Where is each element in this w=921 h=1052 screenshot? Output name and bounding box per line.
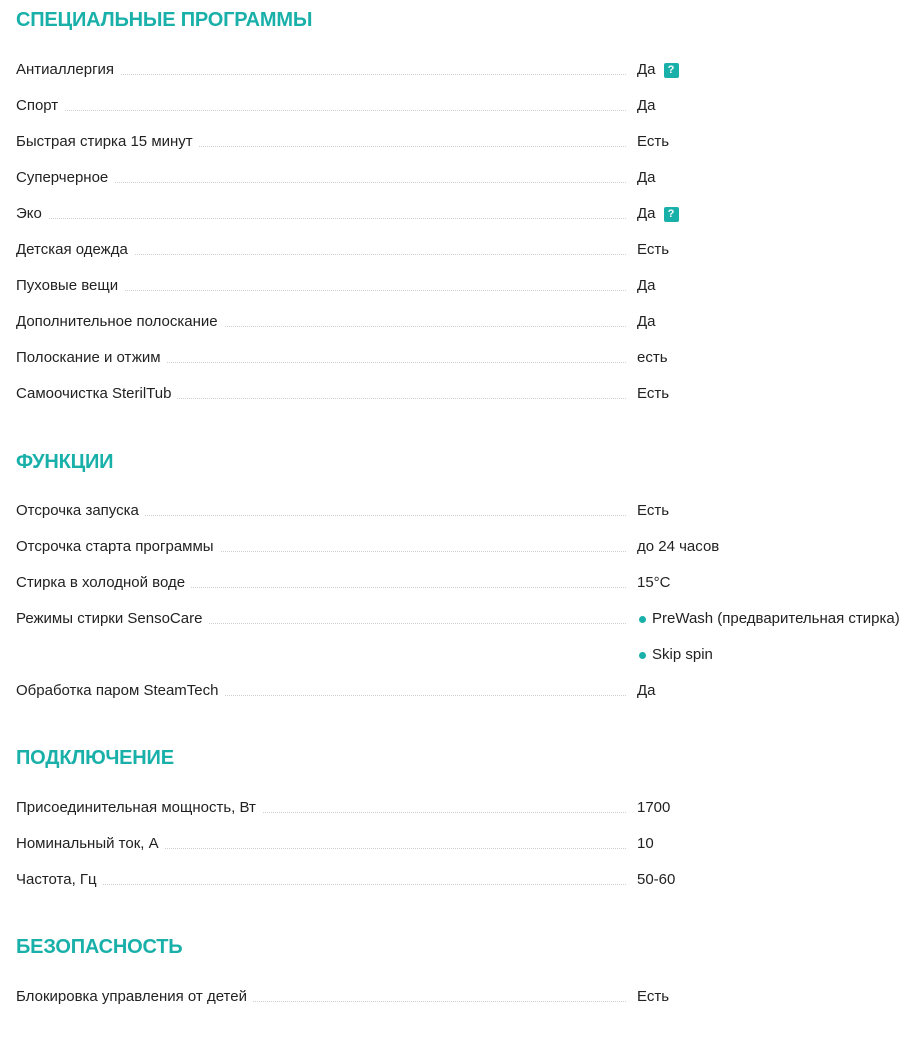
spec-row bbox=[16, 681, 916, 701]
section-title-safety: БЕЗОПАСНОСТЬ bbox=[16, 936, 183, 958]
spec-value: Есть bbox=[637, 502, 670, 519]
spec-label: Присоединительная мощность, Вт bbox=[16, 798, 262, 818]
spec-value-wrap bbox=[637, 60, 679, 80]
spec-value: 1700 bbox=[637, 799, 671, 816]
dotted-leader bbox=[16, 218, 626, 219]
section-title-functions: ФУНКЦИИ bbox=[16, 451, 114, 473]
spec-label: Пуховые вещи bbox=[16, 276, 124, 296]
spec-label: Детская одежда bbox=[16, 240, 134, 260]
spec-list-item bbox=[637, 645, 713, 665]
spec-row bbox=[16, 537, 916, 557]
spec-label: Обработка паром SteamTech bbox=[16, 681, 225, 701]
section-title-special-programs: СПЕЦИАЛЬНЫЕ ПРОГРАММЫ bbox=[16, 9, 313, 31]
spec-row bbox=[16, 132, 916, 152]
spec-label: Самоочистка SterilTub bbox=[16, 384, 177, 404]
spec-label: Антиаллергия bbox=[16, 60, 120, 80]
spec-row bbox=[16, 168, 916, 188]
spec-value: есть bbox=[637, 349, 668, 366]
dotted-leader bbox=[16, 884, 626, 885]
spec-value: PreWash (предварительная стирка) bbox=[652, 610, 900, 627]
spec-label: Блокировка управления от детей bbox=[16, 987, 253, 1007]
spec-row bbox=[16, 276, 916, 296]
spec-value: Есть bbox=[637, 241, 670, 258]
spec-row bbox=[16, 60, 916, 80]
section-title-connection: ПОДКЛЮЧЕНИЕ bbox=[16, 747, 174, 769]
spec-list-item bbox=[637, 609, 900, 629]
spec-row bbox=[16, 987, 916, 1007]
spec-row bbox=[16, 609, 916, 629]
spec-row bbox=[16, 96, 916, 116]
spec-label: Эко bbox=[16, 204, 48, 224]
spec-value: Есть bbox=[637, 385, 670, 402]
spec-row-continuation bbox=[16, 645, 916, 665]
spec-label: Суперчерное bbox=[16, 168, 114, 188]
spec-label: Режимы стирки SensoCare bbox=[16, 609, 208, 629]
spec-label: Полоскание и отжим bbox=[16, 348, 167, 368]
spec-row bbox=[16, 573, 916, 593]
spec-row bbox=[16, 312, 916, 332]
spec-value: Да bbox=[637, 169, 656, 186]
spec-row bbox=[16, 348, 916, 368]
spec-value: Да bbox=[637, 61, 656, 78]
spec-value: Да bbox=[637, 682, 656, 699]
spec-value-wrap bbox=[637, 204, 679, 224]
bullet-icon bbox=[639, 616, 646, 623]
spec-row bbox=[16, 870, 916, 890]
dotted-leader bbox=[16, 110, 626, 111]
spec-label: Спорт bbox=[16, 96, 64, 116]
spec-row bbox=[16, 834, 916, 854]
spec-value: Есть bbox=[637, 133, 670, 150]
spec-value: 10 bbox=[637, 835, 654, 852]
spec-label: Номинальный ток, А bbox=[16, 834, 165, 854]
spec-row bbox=[16, 501, 916, 521]
spec-label: Отсрочка старта программы bbox=[16, 537, 220, 557]
spec-label: Дополнительное полоскание bbox=[16, 312, 224, 332]
spec-value: Да bbox=[637, 205, 656, 222]
help-icon[interactable]: ? bbox=[664, 207, 679, 222]
spec-value: до 24 часов bbox=[637, 538, 720, 555]
spec-value: Да bbox=[637, 277, 656, 294]
spec-label: Отсрочка запуска bbox=[16, 501, 145, 521]
spec-row bbox=[16, 240, 916, 260]
spec-value: Да bbox=[637, 313, 656, 330]
spec-value: Skip spin bbox=[652, 646, 713, 663]
spec-value: Есть bbox=[637, 988, 670, 1005]
spec-value: Да bbox=[637, 97, 656, 114]
spec-row bbox=[16, 798, 916, 818]
spec-value: 50-60 bbox=[637, 871, 676, 888]
help-icon[interactable]: ? bbox=[664, 63, 679, 78]
spec-row bbox=[16, 384, 916, 404]
spec-label: Быстрая стирка 15 минут bbox=[16, 132, 199, 152]
spec-label: Частота, Гц bbox=[16, 870, 103, 890]
spec-row bbox=[16, 204, 916, 224]
bullet-icon bbox=[639, 652, 646, 659]
spec-value: 15°C bbox=[637, 574, 671, 591]
spec-label: Стирка в холодной воде bbox=[16, 573, 191, 593]
